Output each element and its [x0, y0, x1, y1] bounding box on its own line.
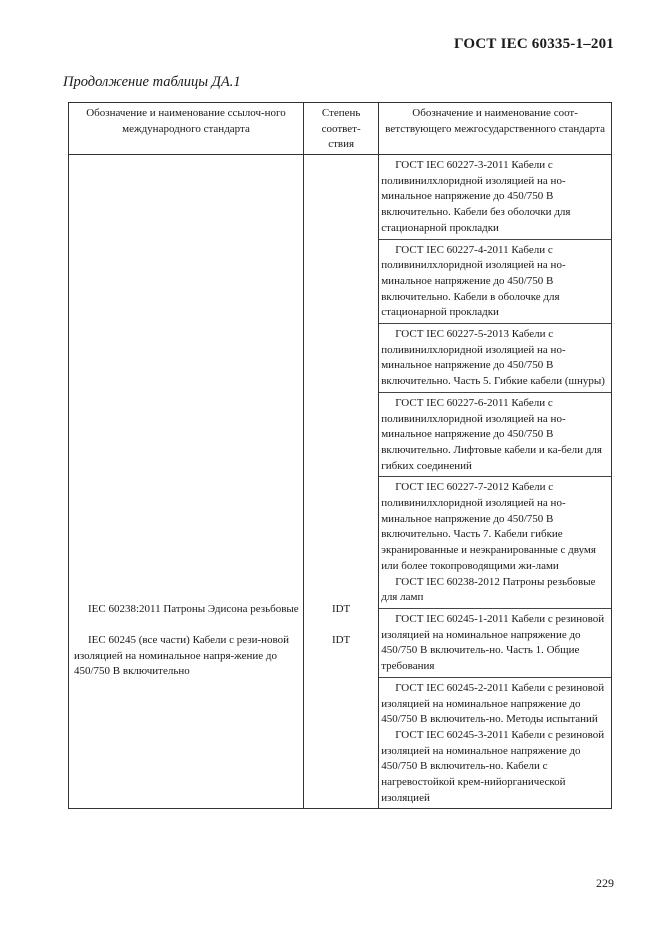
- corresponding-standard: ГОСТ IEC 60238-2012 Патроны резьбовые для ламп: [379, 575, 611, 609]
- corresponding-standard: ГОСТ IEC 60227-4-2011 Кабели с поливинилхлоридной изоляцией на но-минальное напряжение до 450/750 В включительно. Кабели в оболочке для стационарной прокладки: [379, 240, 611, 325]
- standards-table: [68, 102, 612, 809]
- reference-cell: [69, 155, 304, 809]
- column-header-reference: Обозначение и наименование ссылоч-ного международного стандарта: [69, 103, 304, 155]
- column-header-corresponding: Обозначение и наименование соот-ветствующего межгосударственного стандарта: [379, 103, 612, 155]
- degree-value: IDT: [331, 603, 351, 615]
- corresponding-standard: ГОСТ IEC 60227-3-2011 Кабели с поливинилхлоридной изоляцией на но-минальное напряжение до 450/750 В включительно. Кабели без оболочки для стационарной прокладки: [379, 155, 611, 240]
- document-code: ГОСТ IEC 60335-1–201: [453, 36, 614, 52]
- corresponding-cell: [379, 155, 612, 809]
- page-number: 229: [596, 876, 614, 890]
- corresponding-standard: ГОСТ IEC 60245-3-2011 Кабели с резиновой изоляцией на номинальное напряжение до 450/750 В включитель-но. Кабели с нагревостойкой крем-нийорганической изоляцией: [381, 728, 605, 804]
- table-row: [69, 155, 612, 809]
- corresponding-standard: ГОСТ IEC 60227-6-2011 Кабели с поливинилхлоридной изоляцией на но-минальное напряжение до 450/750 В включительно. Лифтовые кабели и ка-бели для гибких соединений: [379, 393, 611, 478]
- corresponding-standard: ГОСТ IEC 60227-5-2013 Кабели с поливинилхлоридной изоляцией на но-минальное напряжение до 450/750 В включительно. Часть 5. Гибкие кабели (шнуры): [379, 324, 611, 393]
- degree-value: IDT: [331, 634, 351, 646]
- corresponding-standard: ГОСТ IEC 60245-1-2011 Кабели с резиновой изоляцией на номинальное напряжение до 450/750 В включитель-но. Часть 1. Общие требования: [379, 609, 611, 678]
- degree-cell: [304, 155, 379, 809]
- corresponding-standard: ГОСТ IEC 60245-2-2011 Кабели с резиновой изоляцией на номинальное напряжение до 450/750 В включитель-но. Методы испытаний: [381, 681, 605, 726]
- reference-standard: IEC 60245 (все части) Кабели с рези-новой изоляцией на номинальное напря-жение до 450/750 В включительно: [74, 634, 290, 678]
- table-header-row: [69, 103, 612, 155]
- corresponding-standard: ГОСТ IEC 60227-7-2012 Кабели с поливинилхлоридной изоляцией на но-минальное напряжение до 450/750 В включительно. Часть 7. Кабели гибкие экранированные и неэкранированные с двумя или более токопроводящими жи-лами: [381, 481, 596, 572]
- reference-standard: IEC 60238:2011 Патроны Эдисона резьбовые: [88, 603, 299, 615]
- column-header-degree: Степень соответ-ствия: [304, 103, 379, 155]
- table-caption: Продолжение таблицы ДА.1: [63, 74, 241, 90]
